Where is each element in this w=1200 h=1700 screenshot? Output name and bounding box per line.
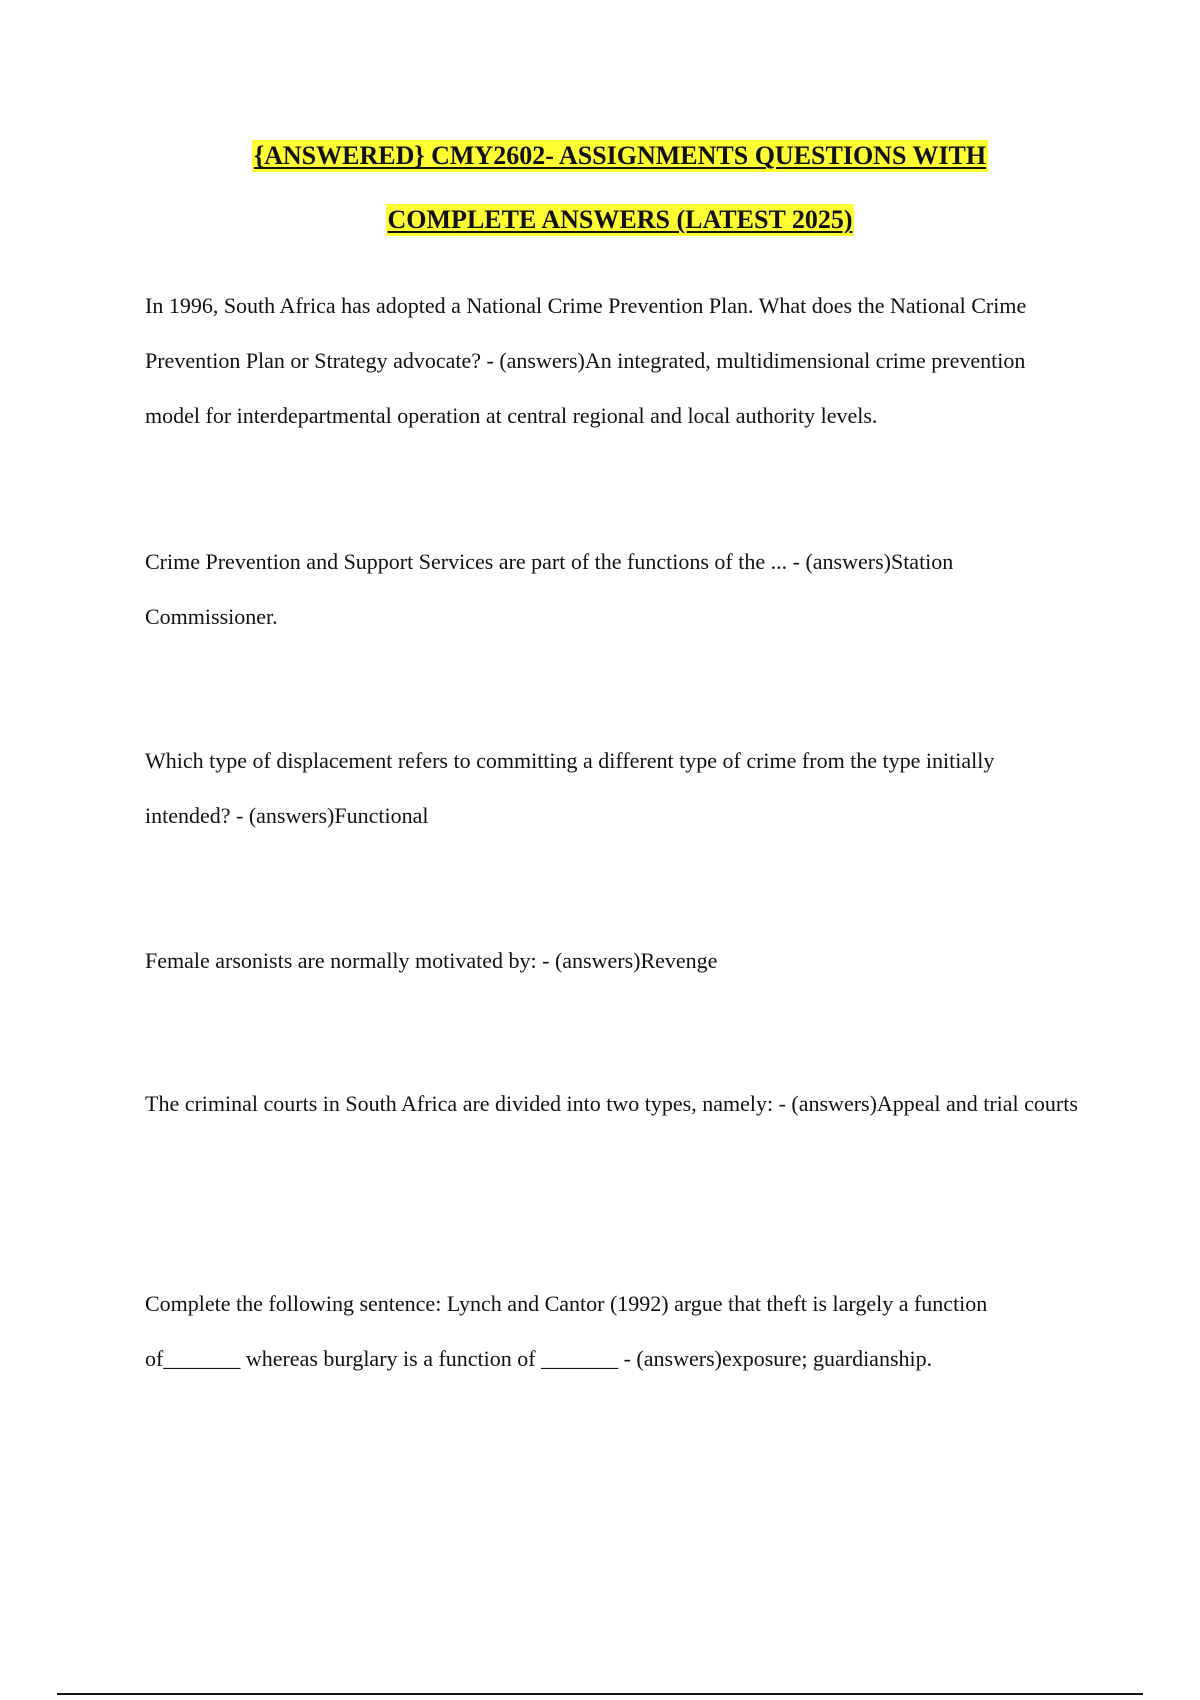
qa-entry-4: Female arsonists are normally motivated by: - (answers)Revenge xyxy=(145,948,718,973)
document-title xyxy=(0,140,1200,268)
qa-entry-3: Which type of displacement refers to committing a different type of crime from the type initially intended? - (answers)Functional xyxy=(145,748,995,828)
qa-entry-6: Complete the following sentence: Lynch and Cantor (1992) argue that theft is largely a function of_______ whereas burglary is a function of _______ - (answers)exposure; guardianship. xyxy=(145,1291,988,1371)
qa-entry-2: Crime Prevention and Support Services are part of the functions of the ... - (answers)Station Commissioner. xyxy=(145,549,954,629)
title-line-2: COMPLETE ANSWERS (LATEST 2025) xyxy=(387,205,853,234)
bottom-divider xyxy=(57,1693,1143,1695)
qa-entry-1: In 1996, South Africa has adopted a National Crime Prevention Plan. What does the National Crime Prevention Plan or Strategy advocate? - (answers)An integrated, multidimensional crime prevention model for interdepartmental operation at central regional and local authority levels. xyxy=(145,293,1027,428)
title-line-1: {ANSWERED} CMY2602- ASSIGNMENTS QUESTIONS WITH xyxy=(253,141,987,170)
qa-entry-5: The criminal courts in South Africa are divided into two types, namely: - (answers)Appeal and trial courts xyxy=(145,1091,1078,1116)
